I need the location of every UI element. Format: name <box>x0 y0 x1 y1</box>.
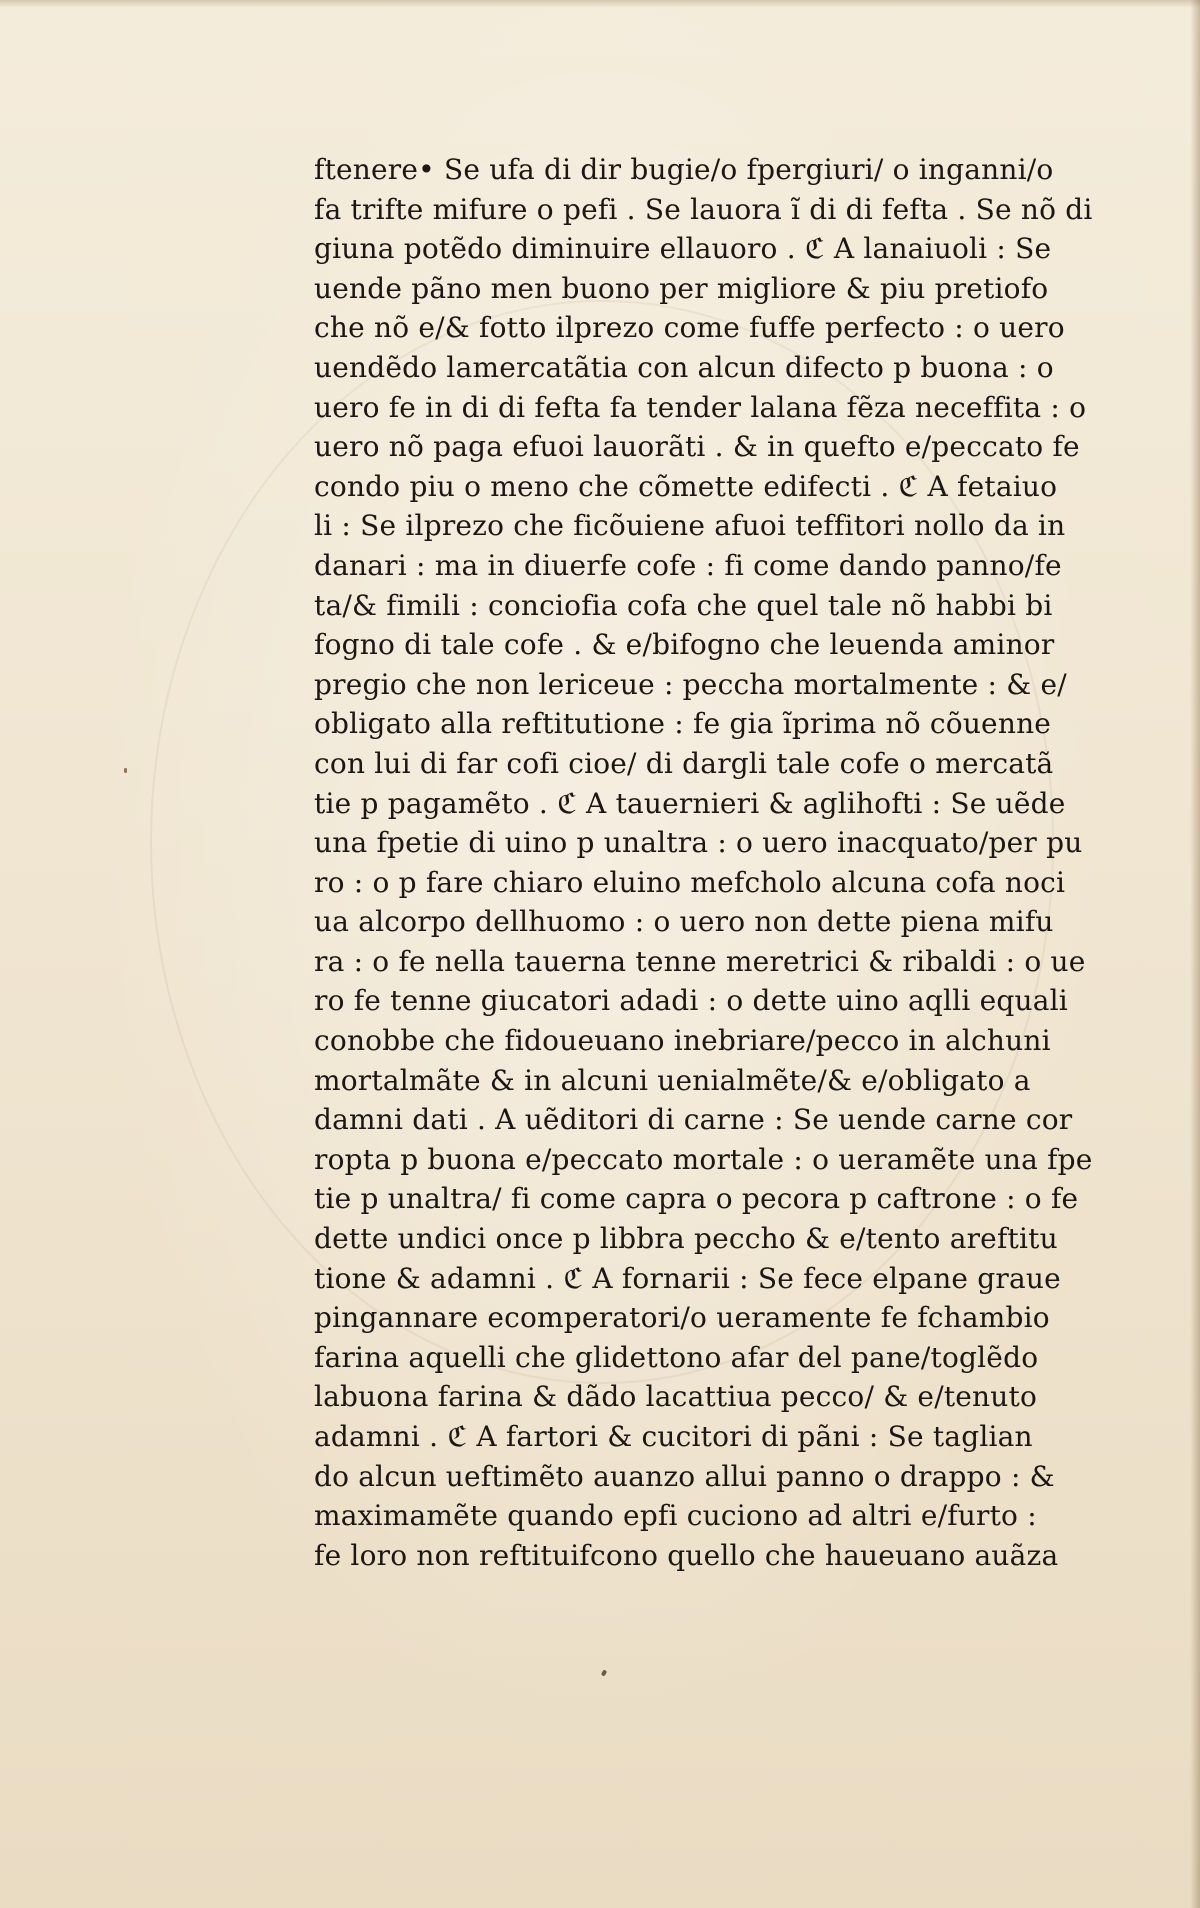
text-line: che nõ e/& fotto ilprezo come fuffe perfecto : o uero <box>314 311 1065 345</box>
text-line: obligato alla reftitutione : fe gia ĩprima nõ cõuenne <box>314 707 1052 741</box>
text-line: ua alcorpo dellhuomo : o uero non dette piena mifu <box>314 905 1054 939</box>
text-line: condo piu o meno che cõmette edifecti . ℭ A fetaiuo <box>314 469 1058 503</box>
text-line: tie p pagamẽto . ℭ A tauernieri & aglihofti : Se uẽde <box>314 786 1066 820</box>
text-line: dette undici once p libbra pecchо & e/tento areftitu <box>314 1222 1058 1256</box>
text-line: uero fe in di di fefta fa tender lalana fẽza neceffita : o <box>314 390 1087 424</box>
text-line: uero nõ paga efuoi lauorãti . & in quefto e/peccato fe <box>314 430 1080 464</box>
text-block <box>314 150 1134 1575</box>
text-line: ftenere• Se ufa di dir bugie/o fpergiuri/ o inganni/o <box>314 153 1054 186</box>
text-line: do alcun ueftimẽto auanzo allui panno o drappo : & <box>314 1459 1055 1493</box>
text-line: fogno di tale cofe . & e/bifogno che leuenda aminor <box>314 628 1055 662</box>
text-line: li : Se ilprezo che ficõuiene afuoi teffitori nollo da in <box>314 509 1066 543</box>
text-line: tie p unaltra/ fi come capra o pecora p caftrone : o fe <box>314 1182 1079 1216</box>
text-line: ra : o fe nella tauerna tenne meretrici & ribaldi : o ue <box>314 944 1086 978</box>
text-line: ropta p buona e/peccato mortale : o ueramẽte una fpe <box>314 1142 1093 1176</box>
text-line: uende pãno men buono per migliore & piu pretiofo <box>314 271 1049 305</box>
text-line: giuna potẽdo diminuire ellauoro . ℭ A lanaiuoli : Se <box>314 232 1052 266</box>
text-line: conobbe che fidoueuano inebriare/pecco in alchuni <box>314 1024 1051 1058</box>
text-line: una fpetie di uino p unaltra : o uero inacquato/per pu <box>314 826 1083 860</box>
ink-speck <box>124 768 127 773</box>
ink-speck <box>601 1669 607 1676</box>
text-line: labuona farina & dãdo lacattiua pecco/ & e/tenuto <box>314 1380 1038 1414</box>
page-right-edge <box>1190 0 1200 1908</box>
text-line: tione & adamni . ℭ A fornarii : Se fece elpane graue <box>314 1261 1061 1295</box>
text-line: fa trifte mifure o pefi . Se lauora ĩ di di fefta . Se nõ di <box>314 192 1093 226</box>
text-line: ro : o p fare chiaro eluino mefcholo alcuna cofa noci <box>314 865 1066 899</box>
text-line: danari : ma in diuerfe cofe : fi come dando panno/fe <box>314 548 1062 582</box>
text-line: ta/& fimili : conciofia cofa che quel tale nõ habbi bi <box>314 588 1053 622</box>
text-line: fe loro non reftituifcono quello che haueuano auãza <box>314 1538 1059 1572</box>
text-line: pregio che non lericeue : peccha mortalmente : & e/ <box>314 667 1067 701</box>
text-line: adamni . ℭ A fartori & cucitori di pãni : Se taglian <box>314 1420 1033 1453</box>
text-line: con lui di far cofi cioe/ di dargli tale cofe o mercatã <box>314 746 1054 780</box>
text-line: ro fe tenne giucatori adadi : o dette uino aqlli equali <box>314 984 1068 1018</box>
text-line: pingannare ecomperatori/o ueramente fe fchambio <box>314 1301 1050 1335</box>
page-top-edge <box>0 0 1200 8</box>
text-line: farina aquelli che glidettono afar del pane/toglẽdo <box>314 1340 1039 1374</box>
text-line: mortalmãte & in alcuni uenialmẽte/& e/obligato a <box>314 1063 1031 1097</box>
text-line: maximamẽte quando epfi cuciono ad altri e/furto : <box>314 1499 1037 1533</box>
text-line: damni dati . A uẽditori di carne : Se uende carne cor <box>314 1103 1073 1137</box>
text-line: uendẽdo lamercatãtia con alcun difecto p buona : o <box>314 350 1054 384</box>
